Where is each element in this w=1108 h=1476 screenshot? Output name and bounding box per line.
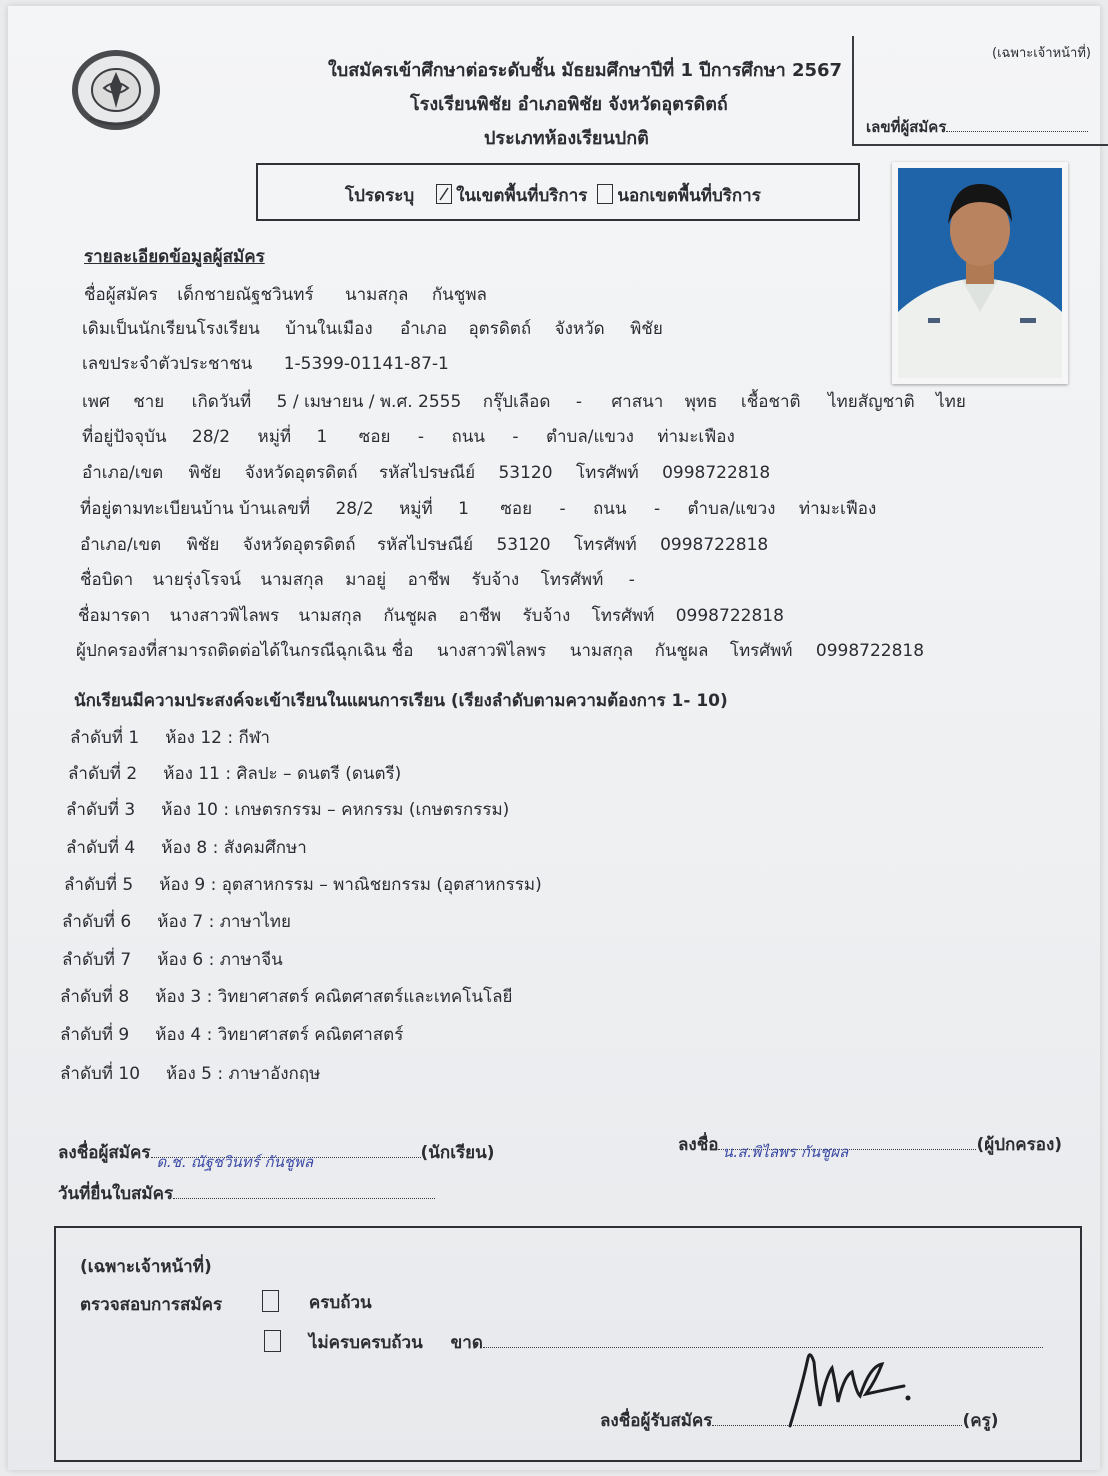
reg-phone-label: โทรศัพท์ xyxy=(573,535,637,555)
reg-road-label: ถนน xyxy=(593,499,627,519)
applicant-photo xyxy=(892,162,1068,384)
plan-rank-label: ลำดับที่ 2 xyxy=(68,764,138,784)
guardian-phone-label: โทรศัพท์ xyxy=(729,641,793,661)
study-plan-item xyxy=(66,799,509,821)
submission-date-field[interactable] xyxy=(58,1183,435,1205)
nationality-value: ไทย xyxy=(936,392,966,412)
choose-label: โปรดระบุ xyxy=(345,186,415,206)
mother-occupation-label: อาชีพ xyxy=(458,606,502,626)
race-value: ไทย xyxy=(827,392,858,412)
guardian-surname-value: กันชูผล xyxy=(654,641,709,661)
applicant-surname-value: กันชูพล xyxy=(431,285,487,305)
religion-value: พุทธ xyxy=(684,392,718,412)
name-label: ชื่อผู้สมัคร xyxy=(84,285,158,305)
amphoe-label: อำเภอ/เขต xyxy=(82,463,164,483)
reg-moo-label: หมู่ที่ xyxy=(399,499,433,519)
father-label: ชื่อบิดา xyxy=(80,570,134,590)
moo-label: หมู่ที่ xyxy=(257,427,292,447)
registered-address-row-2 xyxy=(80,534,768,556)
mother-occupation-value: รับจ้าง xyxy=(522,606,571,626)
plan-room-value: ห้อง 3 : วิทยาศาสตร์ คณิตศาสตร์และเทคโนโลยี xyxy=(155,987,513,1007)
plan-room-value: ห้อง 4 : วิทยาศาสตร์ คณิตศาสตร์ xyxy=(155,1025,404,1045)
plan-room-value: ห้อง 11 : ศิลปะ – ดนตรี (ดนตรี) xyxy=(163,764,402,784)
guardian-signature-label: ลงชื่อ xyxy=(678,1135,719,1155)
reg-amphoe-label: อำเภอ/เขต xyxy=(80,535,162,555)
plan-room-value: ห้อง 5 : ภาษาอังกฤษ xyxy=(166,1064,321,1084)
study-plan-item xyxy=(68,763,401,785)
guardian-row xyxy=(76,640,924,662)
in-area-label: ในเขตพื้นที่บริการ xyxy=(456,186,588,206)
father-phone-value: - xyxy=(628,570,635,590)
guardian-signature-field[interactable] xyxy=(678,1134,1063,1161)
plan-room-value: ห้อง 7 : ภาษาไทย xyxy=(157,912,291,932)
subdistrict-value: ท่ามะเฟือง xyxy=(657,427,735,447)
citizen-id-row xyxy=(82,353,449,375)
out-area-label: นอกเขตพื้นที่บริการ xyxy=(617,186,761,206)
applicant-number-label: เลขที่ผู้สมัคร xyxy=(866,118,947,136)
prev-district-label: อำเภอ xyxy=(400,319,448,339)
dob-value: 5 / เมษายน / พ.ศ. 2555 xyxy=(276,392,462,412)
plan-room-value: ห้อง 6 : ภาษาจีน xyxy=(157,950,283,970)
guardian-signature-handwriting: น.ส.พิไลพร กันชูผล xyxy=(722,1143,849,1161)
plan-room-value: ห้อง 8 : สังคมศึกษา xyxy=(161,838,307,858)
submission-date-label: วันที่ยื่นใบสมัคร xyxy=(58,1184,174,1204)
school-seal-logo xyxy=(70,48,162,132)
reg-amphoe-value: พิชัย xyxy=(186,535,220,555)
guardian-role-label: (ผู้ปกครอง) xyxy=(976,1135,1063,1155)
reg-soi-value: - xyxy=(559,499,566,519)
mother-phone-value: 0998722818 xyxy=(675,606,784,626)
applicant-signature-field[interactable] xyxy=(58,1142,495,1171)
receiver-handwritten-signature xyxy=(780,1346,920,1432)
road-value: - xyxy=(512,427,519,447)
student-portrait-image xyxy=(892,162,1068,384)
missing-items-field[interactable] xyxy=(483,1347,1043,1348)
guardian-phone-value: 0998722818 xyxy=(815,641,925,661)
father-surname-label: นามสกุล xyxy=(260,570,324,590)
details-heading: รายละเอียดข้อมูลผู้สมัคร xyxy=(84,247,265,267)
incomplete-checkbox[interactable] xyxy=(264,1330,281,1352)
plan-rank-label: ลำดับที่ 6 xyxy=(62,912,132,932)
registered-address-label: ที่อยู่ตามทะเบียนบ้าน บ้านเลขที่ xyxy=(80,499,311,519)
prev-district-value: อุตรดิตถ์ xyxy=(468,319,532,339)
study-plan-item xyxy=(60,1063,320,1085)
study-plan-item xyxy=(62,949,283,971)
applicant-signature-label: ลงชื่อผู้สมัคร xyxy=(58,1143,151,1163)
postcode-label: รหัสไปรษณีย์ xyxy=(378,463,476,483)
citizen-id-label: เลขประจำตัวประชาชน xyxy=(82,354,253,374)
reg-soi-label: ซอย xyxy=(500,499,533,519)
father-occupation-value: รับจ้าง xyxy=(471,570,520,590)
registered-address-row xyxy=(80,498,876,520)
father-row xyxy=(80,569,635,591)
house-no-value: 28/2 xyxy=(191,427,231,447)
study-plan-item xyxy=(64,874,542,896)
mother-phone-label: โทรศัพท์ xyxy=(591,606,655,626)
study-plan-item xyxy=(60,986,512,1008)
prev-school-value: บ้านในเมือง xyxy=(285,319,373,339)
postcode-value: 53120 xyxy=(498,463,553,483)
plan-room-value: ห้อง 12 : กีฬา xyxy=(165,728,270,748)
reg-postcode-label: รหัสไปรษณีย์ xyxy=(376,535,474,555)
dob-label: เกิดวันที่ xyxy=(191,392,252,412)
road-label: ถนน xyxy=(451,427,485,447)
study-plan-item xyxy=(62,911,291,933)
soi-label: ซอย xyxy=(358,427,391,447)
province-label: จังหวัด xyxy=(244,463,295,483)
incomplete-option xyxy=(264,1330,1043,1354)
guardian-surname-label: นามสกุล xyxy=(569,641,634,661)
blood-label: กรุ๊ปเลือด xyxy=(482,392,551,412)
mother-label: ชื่อมารดา xyxy=(78,606,151,626)
application-check-label: ตรวจสอบการสมัคร xyxy=(80,1295,223,1315)
current-address-row xyxy=(82,426,735,448)
incomplete-label: ไม่ครบครบถ้วน xyxy=(308,1333,423,1353)
current-address-label: ที่อยู่ปัจจุบัน xyxy=(82,427,167,447)
missing-label: ขาด xyxy=(450,1333,483,1353)
current-address-row-2 xyxy=(82,462,770,484)
applicant-number-field[interactable] xyxy=(866,116,1088,138)
race-label: เชื้อชาติ xyxy=(740,392,801,412)
reg-province-value: อุตรดิตถ์ xyxy=(292,535,356,555)
father-occupation-label: อาชีพ xyxy=(407,570,451,590)
reg-moo-value: 1 xyxy=(458,499,469,519)
reg-subdistrict-value: ท่ามะเฟือง xyxy=(798,499,877,519)
father-surname-value: มาอยู่ xyxy=(345,570,387,590)
complete-option xyxy=(262,1290,372,1314)
plan-rank-label: ลำดับที่ 4 xyxy=(66,838,136,858)
official-only-label: (เฉพาะเจ้าหน้าที่) xyxy=(992,46,1091,61)
in-area-checkbox[interactable] xyxy=(436,184,452,204)
previous-school-row xyxy=(82,318,663,340)
nationality-label: สัญชาติ xyxy=(857,392,915,412)
plan-rank-label: ลำดับที่ 7 xyxy=(62,950,132,970)
plan-rank-label: ลำดับที่ 9 xyxy=(60,1025,130,1045)
form-title: ใบสมัครเข้าศึกษาต่อระดับชั้น มัธยมศึกษาปีที่ 1 ปีการศึกษา 2567 xyxy=(328,60,843,81)
school-name: โรงเรียนพิชัย อำเภอพิชัย จังหวัดอุตรดิตถ์ xyxy=(410,94,728,115)
personal-info-row xyxy=(82,391,966,413)
amphoe-value: พิชัย xyxy=(188,463,222,483)
father-name-value: นายรุ่งโรจน์ xyxy=(152,570,241,590)
reg-house-no-value: 28/2 xyxy=(335,499,374,519)
mother-name-value: นางสาวพิไลพร xyxy=(169,606,280,626)
study-plan-heading: นักเรียนมีความประสงค์จะเข้าเรียนในแผนการเรียน (เรียงลำดับตามความต้องการ 1- 10) xyxy=(74,691,728,711)
study-plan-item xyxy=(66,837,307,859)
plan-rank-label: ลำดับที่ 10 xyxy=(60,1064,141,1084)
mother-row xyxy=(78,605,784,627)
guardian-label: ผู้ปกครองที่สามารถติดต่อได้ในกรณีฉุกเฉิน ชื่อ xyxy=(76,641,414,661)
soi-value: - xyxy=(417,427,425,447)
complete-checkbox[interactable] xyxy=(262,1290,279,1312)
prev-school-label: เดิมเป็นนักเรียนโรงเรียน xyxy=(82,319,260,339)
classroom-type: ประเภทห้องเรียนปกติ xyxy=(484,128,649,149)
staff-only-heading: (เฉพาะเจ้าหน้าที่) xyxy=(80,1257,212,1277)
mother-surname-value: กันชูผล xyxy=(383,606,438,626)
religion-label: ศาสนา xyxy=(611,392,664,412)
applicant-name-row xyxy=(84,284,487,306)
plan-rank-label: ลำดับที่ 3 xyxy=(66,800,136,820)
province-value: อุตรดิตถ์ xyxy=(294,463,358,483)
citizen-id-value: 1-5399-01141-87-1 xyxy=(283,354,449,374)
mother-surname-label: นามสกุล xyxy=(298,606,362,626)
plan-room-value: ห้อง 10 : เกษตรกรรม – คหกรรม (เกษตรกรรม) xyxy=(161,800,510,820)
plan-rank-label: ลำดับที่ 5 xyxy=(64,875,134,895)
sex-value: ชาย xyxy=(133,392,165,412)
prev-province-label: จังหวัด xyxy=(554,319,605,339)
receiver-role-label: (ครู) xyxy=(962,1411,999,1431)
prev-province-value: พิชัย xyxy=(630,319,663,339)
receiver-signature-label: ลงชื่อผู้รับสมัคร xyxy=(600,1411,713,1431)
complete-label: ครบถ้วน xyxy=(308,1293,372,1313)
plan-room-value: ห้อง 9 : อุตสาหกรรม – พาณิชยกรรม (อุตสาหกรรม) xyxy=(159,875,542,895)
reg-postcode-value: 53120 xyxy=(496,535,551,555)
check-mark-icon xyxy=(437,185,451,203)
reg-province-label: จังหวัด xyxy=(242,535,293,555)
reg-road-value: - xyxy=(653,499,661,519)
surname-label: นามสกุล xyxy=(345,285,409,305)
blood-value: - xyxy=(575,392,582,412)
study-plan-item xyxy=(60,1024,403,1046)
plan-rank-label: ลำดับที่ 8 xyxy=(60,987,130,1007)
reg-subdistrict-label: ตำบล/แขวง xyxy=(687,499,776,519)
out-area-checkbox[interactable] xyxy=(597,184,613,204)
applicant-role-label: (นักเรียน) xyxy=(420,1143,495,1163)
phone-value: 0998722818 xyxy=(662,463,771,483)
father-phone-label: โทรศัพท์ xyxy=(540,570,604,590)
applicant-signature-handwriting: ด.ช. ณัฐชวินทร์ กันชูพล xyxy=(156,1153,314,1171)
study-plan-item xyxy=(70,727,270,749)
subdistrict-label: ตำบล/แขวง xyxy=(545,427,634,447)
reg-phone-value: 0998722818 xyxy=(660,535,769,555)
service-area-choice xyxy=(345,184,761,207)
moo-value: 1 xyxy=(316,427,328,447)
plan-rank-label: ลำดับที่ 1 xyxy=(70,728,140,748)
applicant-name-value: เด็กชายณัฐชวินทร์ xyxy=(177,285,314,305)
guardian-name-value: นางสาวพิไลพร xyxy=(436,641,547,661)
sex-label: เพศ xyxy=(82,392,110,412)
phone-label: โทรศัพท์ xyxy=(575,463,639,483)
